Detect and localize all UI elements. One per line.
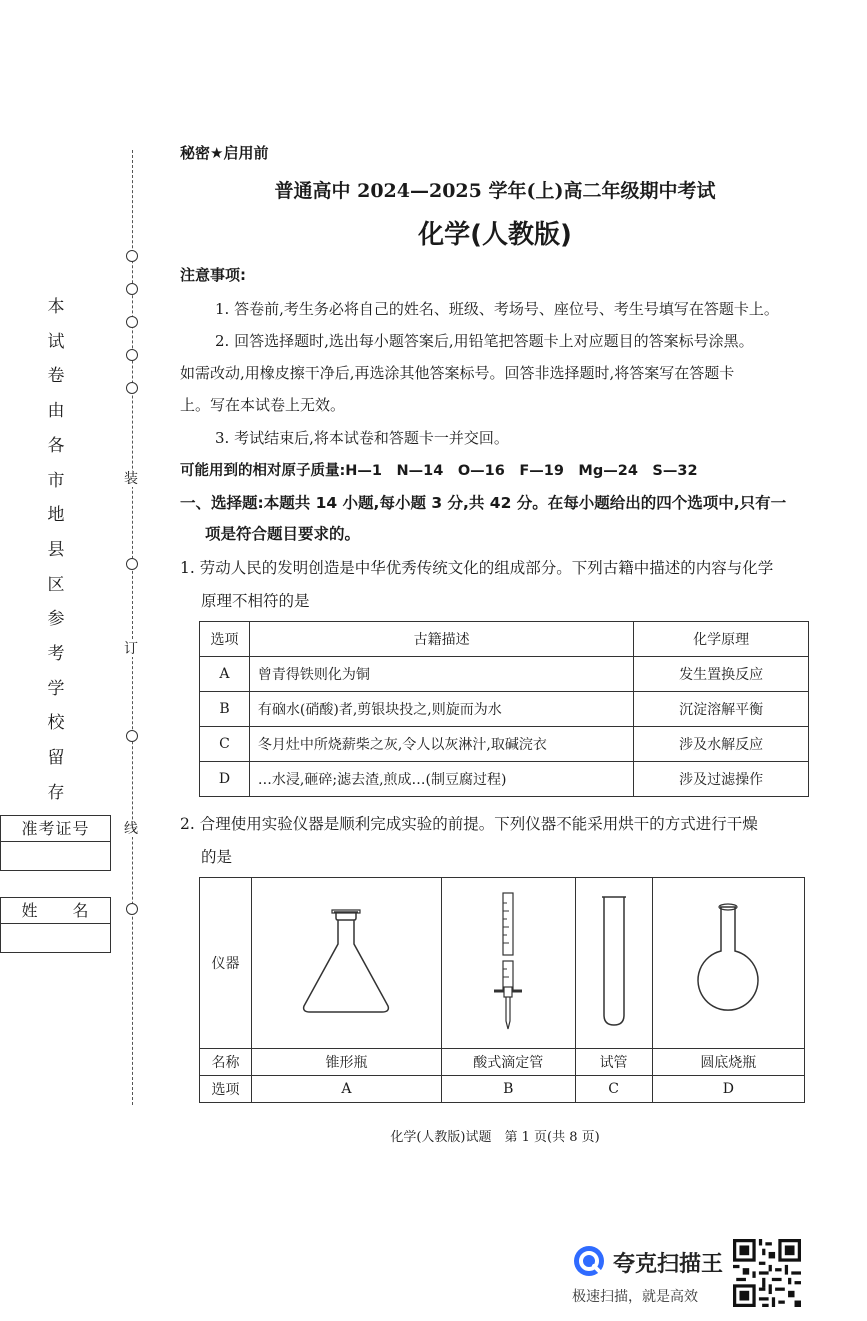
apparatus-name: 试管 bbox=[575, 1049, 652, 1076]
binding-hole-icon bbox=[126, 382, 138, 394]
binding-hole-icon bbox=[126, 283, 138, 295]
brand-slogan: 极速扫描，就是高效 bbox=[572, 1289, 698, 1305]
notes-heading: 注意事项: bbox=[180, 266, 246, 284]
principle-cell: 发生置换反应 bbox=[634, 657, 809, 692]
table-row bbox=[200, 657, 809, 692]
principle-cell: 涉及过滤操作 bbox=[634, 762, 809, 797]
qr-code-icon[interactable] bbox=[733, 1239, 801, 1307]
name-field[interactable] bbox=[1, 924, 110, 952]
binding-hole-icon bbox=[126, 730, 138, 742]
option-cell: D bbox=[200, 762, 250, 797]
retention-notice: 本 试 卷 由 各 市 地 县 区 参 考 学 校 留 存 bbox=[47, 297, 65, 803]
exam-title: 普通高中 2024—2025 学年(上)高二年级期中考试 bbox=[274, 180, 716, 202]
option-cell: B bbox=[441, 1076, 575, 1103]
table-header: 选项 bbox=[200, 622, 250, 657]
note-item-1: 1. 答卷前,考生务必将自己的姓名、班级、考场号、座位号、考生号填写在答题卡上。 bbox=[215, 300, 779, 318]
atomic-mass-line: 可能用到的相对原子质量:H—1 N—14 O—16 F—19 Mg—24 S—32 bbox=[180, 463, 698, 479]
question-1-cont: 原理不相符的是 bbox=[201, 592, 310, 610]
principle-cell: 涉及水解反应 bbox=[634, 727, 809, 762]
apparatus-cell bbox=[652, 878, 804, 1049]
question-1: 1. 劳动人民的发明创造是中华优秀传统文化的组成部分。下列古籍中描述的内容与化学 bbox=[180, 559, 774, 577]
description-cell: 冬月灶中所烧薪柴之灰,令人以灰淋汁,取碱浣衣 bbox=[249, 727, 633, 762]
binding-hole-icon bbox=[126, 316, 138, 328]
row-label: 选项 bbox=[200, 1076, 252, 1103]
brand-name: 夸克扫描王 bbox=[613, 1252, 724, 1277]
conical-flask-icon bbox=[296, 904, 396, 1019]
secret-mark: 秘密★启用前 bbox=[180, 144, 269, 162]
option-cell: C bbox=[200, 727, 250, 762]
question-1-table bbox=[199, 621, 809, 797]
table-row bbox=[200, 762, 809, 797]
table-header-row bbox=[200, 622, 809, 657]
row-label: 仪器 bbox=[200, 878, 252, 1049]
exam-number-box bbox=[0, 815, 111, 871]
exam-number-label: 准考证号 bbox=[1, 816, 110, 842]
apparatus-cell bbox=[575, 878, 652, 1049]
table-header: 古籍描述 bbox=[249, 622, 633, 657]
description-cell: …水浸,砸碎;滤去渣,煎成…(制豆腐过程) bbox=[249, 762, 633, 797]
name-label: 姓 名 bbox=[1, 898, 110, 924]
name-box bbox=[0, 897, 111, 953]
apparatus-name: 锥形瓶 bbox=[252, 1049, 442, 1076]
apparatus-cell bbox=[441, 878, 575, 1049]
description-cell: 有硇水(硝酸)者,剪银块投之,则旋而为水 bbox=[249, 692, 633, 727]
description-cell: 曾青得铁则化为铜 bbox=[249, 657, 633, 692]
option-cell: B bbox=[200, 692, 250, 727]
page-footer: 化学(人教版)试题 第 1 页(共 8 页) bbox=[390, 1130, 600, 1145]
table-row bbox=[200, 878, 805, 1049]
section-heading-cont: 项是符合题目要求的。 bbox=[205, 525, 361, 543]
binding-hole-icon bbox=[126, 558, 138, 570]
binding-hole-icon bbox=[126, 349, 138, 361]
note-item-3: 3. 考试结束后,将本试卷和答题卡一并交回。 bbox=[215, 429, 509, 447]
test-tube-icon bbox=[594, 891, 634, 1031]
binding-mark-xian: 线 bbox=[124, 821, 138, 837]
binding-mark-zhuang: 装 bbox=[124, 471, 138, 487]
option-cell: C bbox=[575, 1076, 652, 1103]
question-2-cont: 的是 bbox=[201, 848, 233, 866]
option-cell: D bbox=[652, 1076, 804, 1103]
table-row bbox=[200, 692, 809, 727]
principle-cell: 沉淀溶解平衡 bbox=[634, 692, 809, 727]
binding-hole-icon bbox=[126, 903, 138, 915]
note-item-2: 2. 回答选择题时,选出每小题答案后,用铅笔把答题卡上对应题目的答案标号涂黑。 bbox=[215, 332, 754, 350]
quark-logo-icon bbox=[572, 1244, 606, 1278]
table-header: 化学原理 bbox=[634, 622, 809, 657]
table-row bbox=[200, 1076, 805, 1103]
acid-burette-icon bbox=[488, 889, 528, 1034]
binding-hole-icon bbox=[126, 250, 138, 262]
apparatus-name: 圆底烧瓶 bbox=[652, 1049, 804, 1076]
section-heading: 一、选择题:本题共 14 小题,每小题 3 分,共 42 分。在每小题给出的四个选项中,只有一 bbox=[180, 494, 787, 512]
table-row bbox=[200, 1049, 805, 1076]
round-bottom-flask-icon bbox=[688, 901, 768, 1021]
option-cell: A bbox=[200, 657, 250, 692]
table-row bbox=[200, 727, 809, 762]
apparatus-name: 酸式滴定管 bbox=[441, 1049, 575, 1076]
question-2: 2. 合理使用实验仪器是顺利完成实验的前提。下列仪器不能采用烘干的方式进行干燥 bbox=[180, 815, 758, 833]
row-label: 名称 bbox=[200, 1049, 252, 1076]
option-cell: A bbox=[252, 1076, 442, 1103]
question-2-table bbox=[199, 877, 805, 1103]
apparatus-cell bbox=[252, 878, 442, 1049]
exam-number-field[interactable] bbox=[1, 842, 110, 870]
note-item-2-cont: 如需改动,用橡皮擦干净后,再选涂其他答案标号。回答非选择题时,将答案写在答题卡 bbox=[180, 364, 735, 382]
binding-mark-ding: 订 bbox=[124, 641, 138, 657]
note-item-2-cont: 上。写在本试卷上无效。 bbox=[180, 396, 346, 414]
subject-title: 化学(人教版) bbox=[418, 220, 572, 250]
